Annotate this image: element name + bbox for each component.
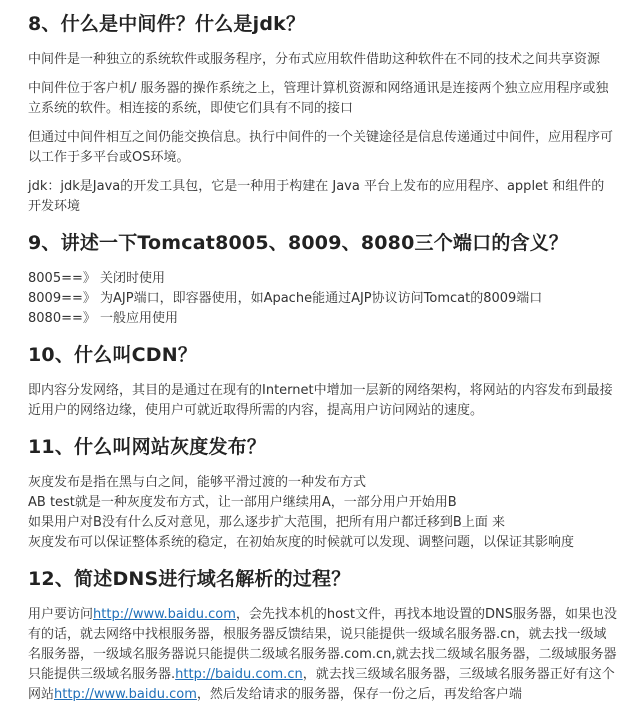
section-8-paragraph-4: jdk：jdk是Java的开发工具包，它是一种用于构建在 Java 平台上发布的应用程序、applet 和组件的开发环境 — [28, 179, 605, 214]
section-8-paragraph-2: 中间件位于客户机/ 服务器的操作系统之上，管理计算机资源和网络通讯是连接两个独立应用程序或独立系统的软件。相连接的系统，即使它们具有不同的接口 — [28, 81, 609, 116]
baidu-com-cn-link[interactable]: http://baidu.com.cn — [175, 667, 303, 682]
section-11-lines — [28, 473, 617, 553]
dns-text-3: ，就去找三级域名服务器，三级域名服务器正好有这个网站 — [28, 667, 615, 702]
port-8080-line: 8080==》 一般应用使用 — [28, 311, 179, 326]
gray-release-line-1: 灰度发布是指在黑与白之间，能够平滑过渡的一种发布方式 — [28, 475, 367, 490]
section-10-paragraph: 即内容分发网络，其目的是通过在现有的Internet中增加一层新的网络架构，将网站的内容发布到最接近用户的网络边缘，使用户可就近取得所需的内容，提高用户访问网站的速度。 — [28, 383, 613, 418]
dns-text-2: ，会先找本机的host文件，再找本地设置的DNS服务器，如果也没有的话，就去网络中找根服务器，根服务器反馈结果，说只能提供一级域名服务器.cn，就去找一级域名服务器，一级域名服务器说只能提供二级域名服务器.com.cn,就去找二级域名服务器，二级域服务器只能提供三级域名服务器. — [28, 607, 617, 682]
section-8-paragraph-3: 但通过中间件相互之间仍能交换信息。执行中间件的一个关键途径是信息传递通过中间件，应用程序可以工作于多平台或OS环境。 — [28, 130, 614, 165]
section-9-lines — [28, 269, 617, 329]
section-12-heading: 12、简述DNS进行域名解析的过程？ — [28, 568, 351, 590]
baidu-link-1[interactable]: http://www.baidu.com — [93, 607, 236, 622]
gray-release-line-2: AB test就是一种灰度发布方式，让一部用户继续用A，一部分用户开始用B — [28, 495, 457, 510]
gray-release-line-4: 灰度发布可以保证整体系统的稳定，在初始灰度的时候就可以发现、调整问题，以保证其影响度 — [28, 535, 575, 550]
dns-text-4: ，然后发给请求的服务器，保存一份之后，再发给客户端 — [196, 687, 522, 702]
section-11-heading: 11、什么叫网站灰度发布？ — [28, 436, 267, 458]
baidu-link-2[interactable]: http://www.baidu.com — [54, 687, 197, 702]
dns-paragraph — [28, 605, 617, 705]
section-10-heading: 10、什么叫CDN？ — [28, 344, 198, 366]
port-8009-line: 8009==》 为AJP端口，即容器使用，如Apache能通过AJP协议访问Tomcat的8009端口 — [28, 291, 543, 306]
section-9-heading: 9、讲述一下Tomcat8005、8009、8080三个端口的含义？ — [28, 232, 569, 254]
dns-text-1: 用户要访问 — [28, 607, 94, 622]
port-8005-line: 8005==》 关闭时使用 — [28, 271, 166, 286]
gray-release-line-3: 如果用户对B没有什么反对意见，那么逐步扩大范围，把所有用户都迁移到B上面 来 — [28, 515, 505, 530]
section-8-heading: 8、什么是中间件？什么是jdk？ — [28, 13, 306, 35]
section-8-paragraph-1: 中间件是一种独立的系统软件或服务程序，分布式应用软件借助这种软件在不同的技术之间共享资源 — [28, 52, 601, 67]
